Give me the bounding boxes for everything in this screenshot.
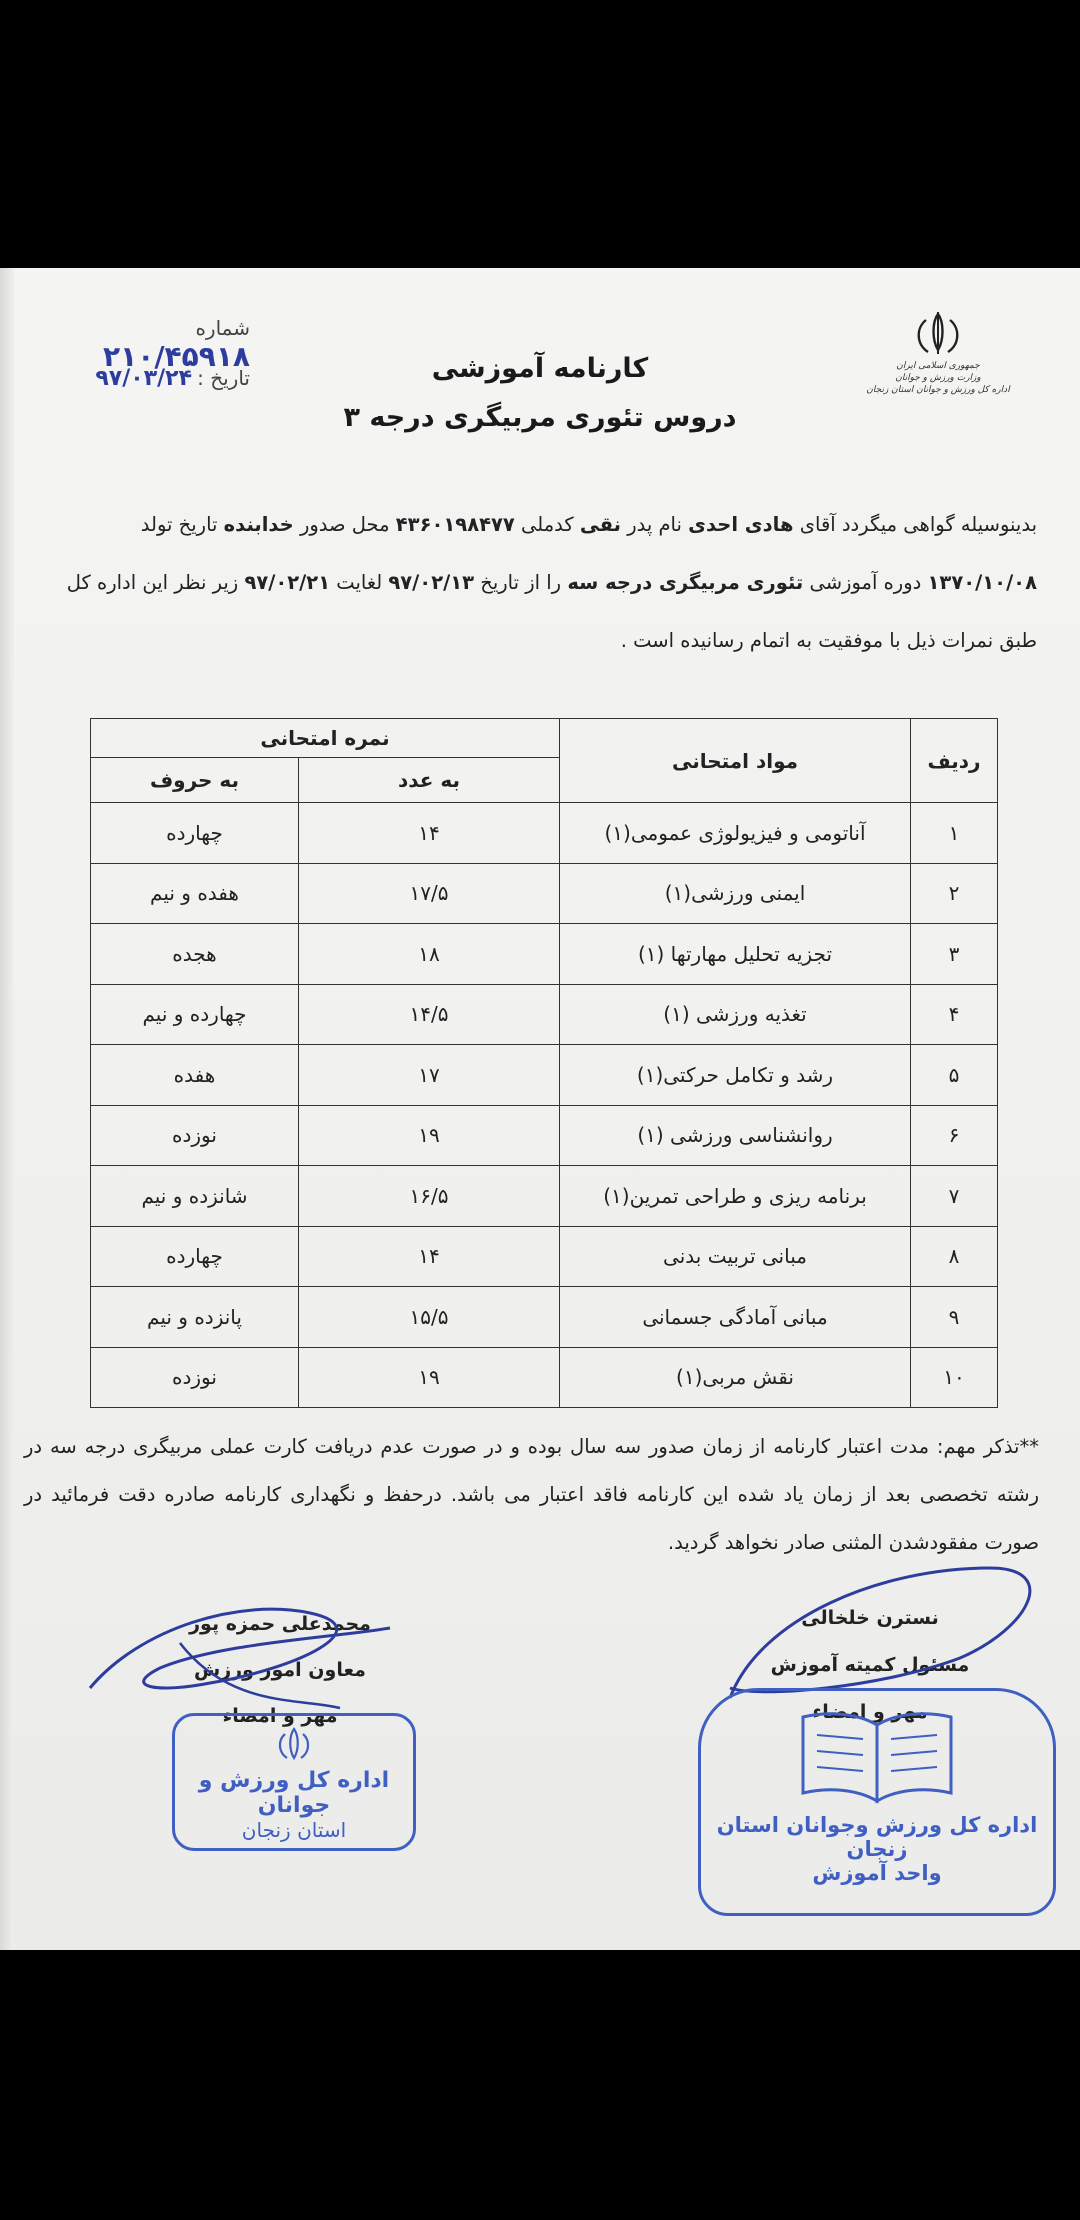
course-name: تئوری مربیگری درجه سه [567,571,804,594]
signer-right-seal: مهر و امضاء [812,1701,928,1723]
grade-digits-cell: ۱۸ [299,924,560,985]
row-number-cell: ۹ [911,1287,998,1348]
signer-left-seal: مهر و امضاء [222,1705,338,1727]
grade-words-cell: هفده [91,1045,299,1106]
father-name: نقی [579,513,621,536]
stamp-left [172,1713,416,1851]
subject-cell: آناتومی و فیزیولوژی عمومی(۱) [560,803,911,864]
date-value: ۹۷/۰۳/۲۴ [95,366,193,391]
subject-cell: مبانی آمادگی جسمانی [560,1287,911,1348]
stamp-left-line-2: استان زنجان [241,1818,347,1842]
row-number-cell: ۲ [911,863,998,924]
subject-cell: روانشناسی ورزشی (۱) [560,1105,911,1166]
stamp-right-line-2: واحد آموزش [812,1861,942,1885]
subject-cell: تجزیه تحلیل مهارتها (۱) [560,924,911,985]
stamp-emblem-icon [274,1726,314,1762]
important-note: **تذکر مهم: مدت اعتبار کارنامه از زمان صدور سه سال بوده و در صورت عدم دریافت کارت عملی مربیگری درجه سه در رشته تخصصی بعد از زمان یاد شده این کارنامه فاقد اعتبار می باشد. درحفظ و نگهداری کارنامه صادره دقت فرمائید در صورت مفقودشدن المثنی صادر نخواهد گردید. [24,1435,1039,1554]
grade-digits-cell: ۱۹ [299,1347,560,1408]
grade-digits-cell: ۱۴/۵ [299,984,560,1045]
text-line-3: طبق نمرات ذیل با موفقیت به اتمام رسانیده است . [620,629,1037,652]
grade-words-cell: هفده و نیم [91,863,299,924]
grade-digits-cell: ۱۹ [299,1105,560,1166]
grade-words-cell: شانزده و نیم [91,1166,299,1227]
subject-cell: تغذیه ورزشی (۱) [560,984,911,1045]
col-subject-header: مواد امتحانی [560,719,911,803]
document-paper [0,268,1080,1950]
grade-words-cell: چهارده [91,1226,299,1287]
subject-cell: نقش مربی(۱) [560,1347,911,1408]
student-name: هادی احدی [688,513,794,536]
grade-words-cell: نوزده [91,1105,299,1166]
number-value: ۲۱۰/۴۵۹۱۸ [103,340,250,373]
row-number-cell: ۱ [911,803,998,864]
signer-left-role: معاون امور ورزش [194,1659,366,1681]
grade-words-cell: چهارده و نیم [91,984,299,1045]
birth-date: ۱۳۷۰/۱۰/۰۸ [927,571,1037,594]
text-line-1: بدینوسیله گواهی میگردد آقای هادی احدی نام پدر نقی کدملی ۴۳۶۰۱۹۸۴۷۷ محل صدور خدابنده تاریخ تولد [140,513,1037,536]
stamp-left-line-1: اداره کل ورزش و جوانان [198,1768,390,1818]
row-number-cell: ۵ [911,1045,998,1106]
grade-words-cell: هجده [91,924,299,985]
signer-right-name: نسترن خلخالی [801,1607,939,1629]
signer-right-role: مسئول کمیته آموزش [770,1654,970,1676]
row-number-cell: ۱۰ [911,1347,998,1408]
stamp-right-line-1: اداره کل ورزش وجوانان استان زنجان [716,1813,1038,1861]
grade-digits-cell: ۱۴ [299,1226,560,1287]
issue-place: خدابنده [223,513,294,536]
grade-digits-cell: ۱۷/۵ [299,863,560,924]
grade-digits-cell: ۱۴ [299,803,560,864]
logo-line-3: اداره کل ورزش و جوانان استان زنجان [866,385,1010,395]
national-code: ۴۳۶۰۱۹۸۴۷۷ [395,513,515,536]
grade-words-cell: پانزده و نیم [91,1287,299,1348]
open-book-icon [787,1705,967,1805]
text-line-2: ۱۳۷۰/۱۰/۰۸ دوره آموزشی تئوری مربیگری درجه سه را از تاریخ ۹۷/۰۲/۱۳ لغایت ۹۷/۰۲/۲۱ زیر نظر این اداره کل [66,571,1037,594]
logo-line-1: جمهوری اسلامی ایران [896,361,980,371]
document-subtitle: دروس تئوری مربیگری درجه ۳ [343,402,737,433]
col-row-header: ردیف [911,719,998,803]
row-number-cell: ۴ [911,984,998,1045]
logo-line-2: وزارت ورزش و جوانان [895,373,981,383]
subject-cell: مبانی تربیت بدنی [560,1226,911,1287]
number-label: شماره [195,316,250,340]
grade-digits-cell: ۱۵/۵ [299,1287,560,1348]
col-words-header: به حروف [91,758,299,803]
row-number-cell: ۷ [911,1166,998,1227]
grade-digits-cell: ۱۶/۵ [299,1166,560,1227]
col-grade-header: نمره امتحانی [91,719,560,758]
date-label: تاریخ : [197,366,250,390]
grade-digits-cell: ۱۷ [299,1045,560,1106]
to-date: ۹۷/۰۲/۲۱ [244,571,331,594]
subject-cell: ایمنی ورزشی(۱) [560,863,911,924]
row-number-cell: ۸ [911,1226,998,1287]
grade-words-cell: چهارده [91,803,299,864]
subject-cell: رشد و تکامل حرکتی(۱) [560,1045,911,1106]
col-digits-header: به عدد [299,758,560,803]
row-number-cell: ۳ [911,924,998,985]
subject-cell: برنامه ریزی و طراحی تمرین(۱) [560,1166,911,1227]
from-date: ۹۷/۰۲/۱۳ [388,571,475,594]
document-title: کارنامه آموزشی [431,353,649,384]
stamp-right [698,1688,1056,1916]
grade-words-cell: نوزده [91,1347,299,1408]
signer-left-name: محمدعلی حمزه پور [189,1613,371,1635]
row-number-cell: ۶ [911,1105,998,1166]
